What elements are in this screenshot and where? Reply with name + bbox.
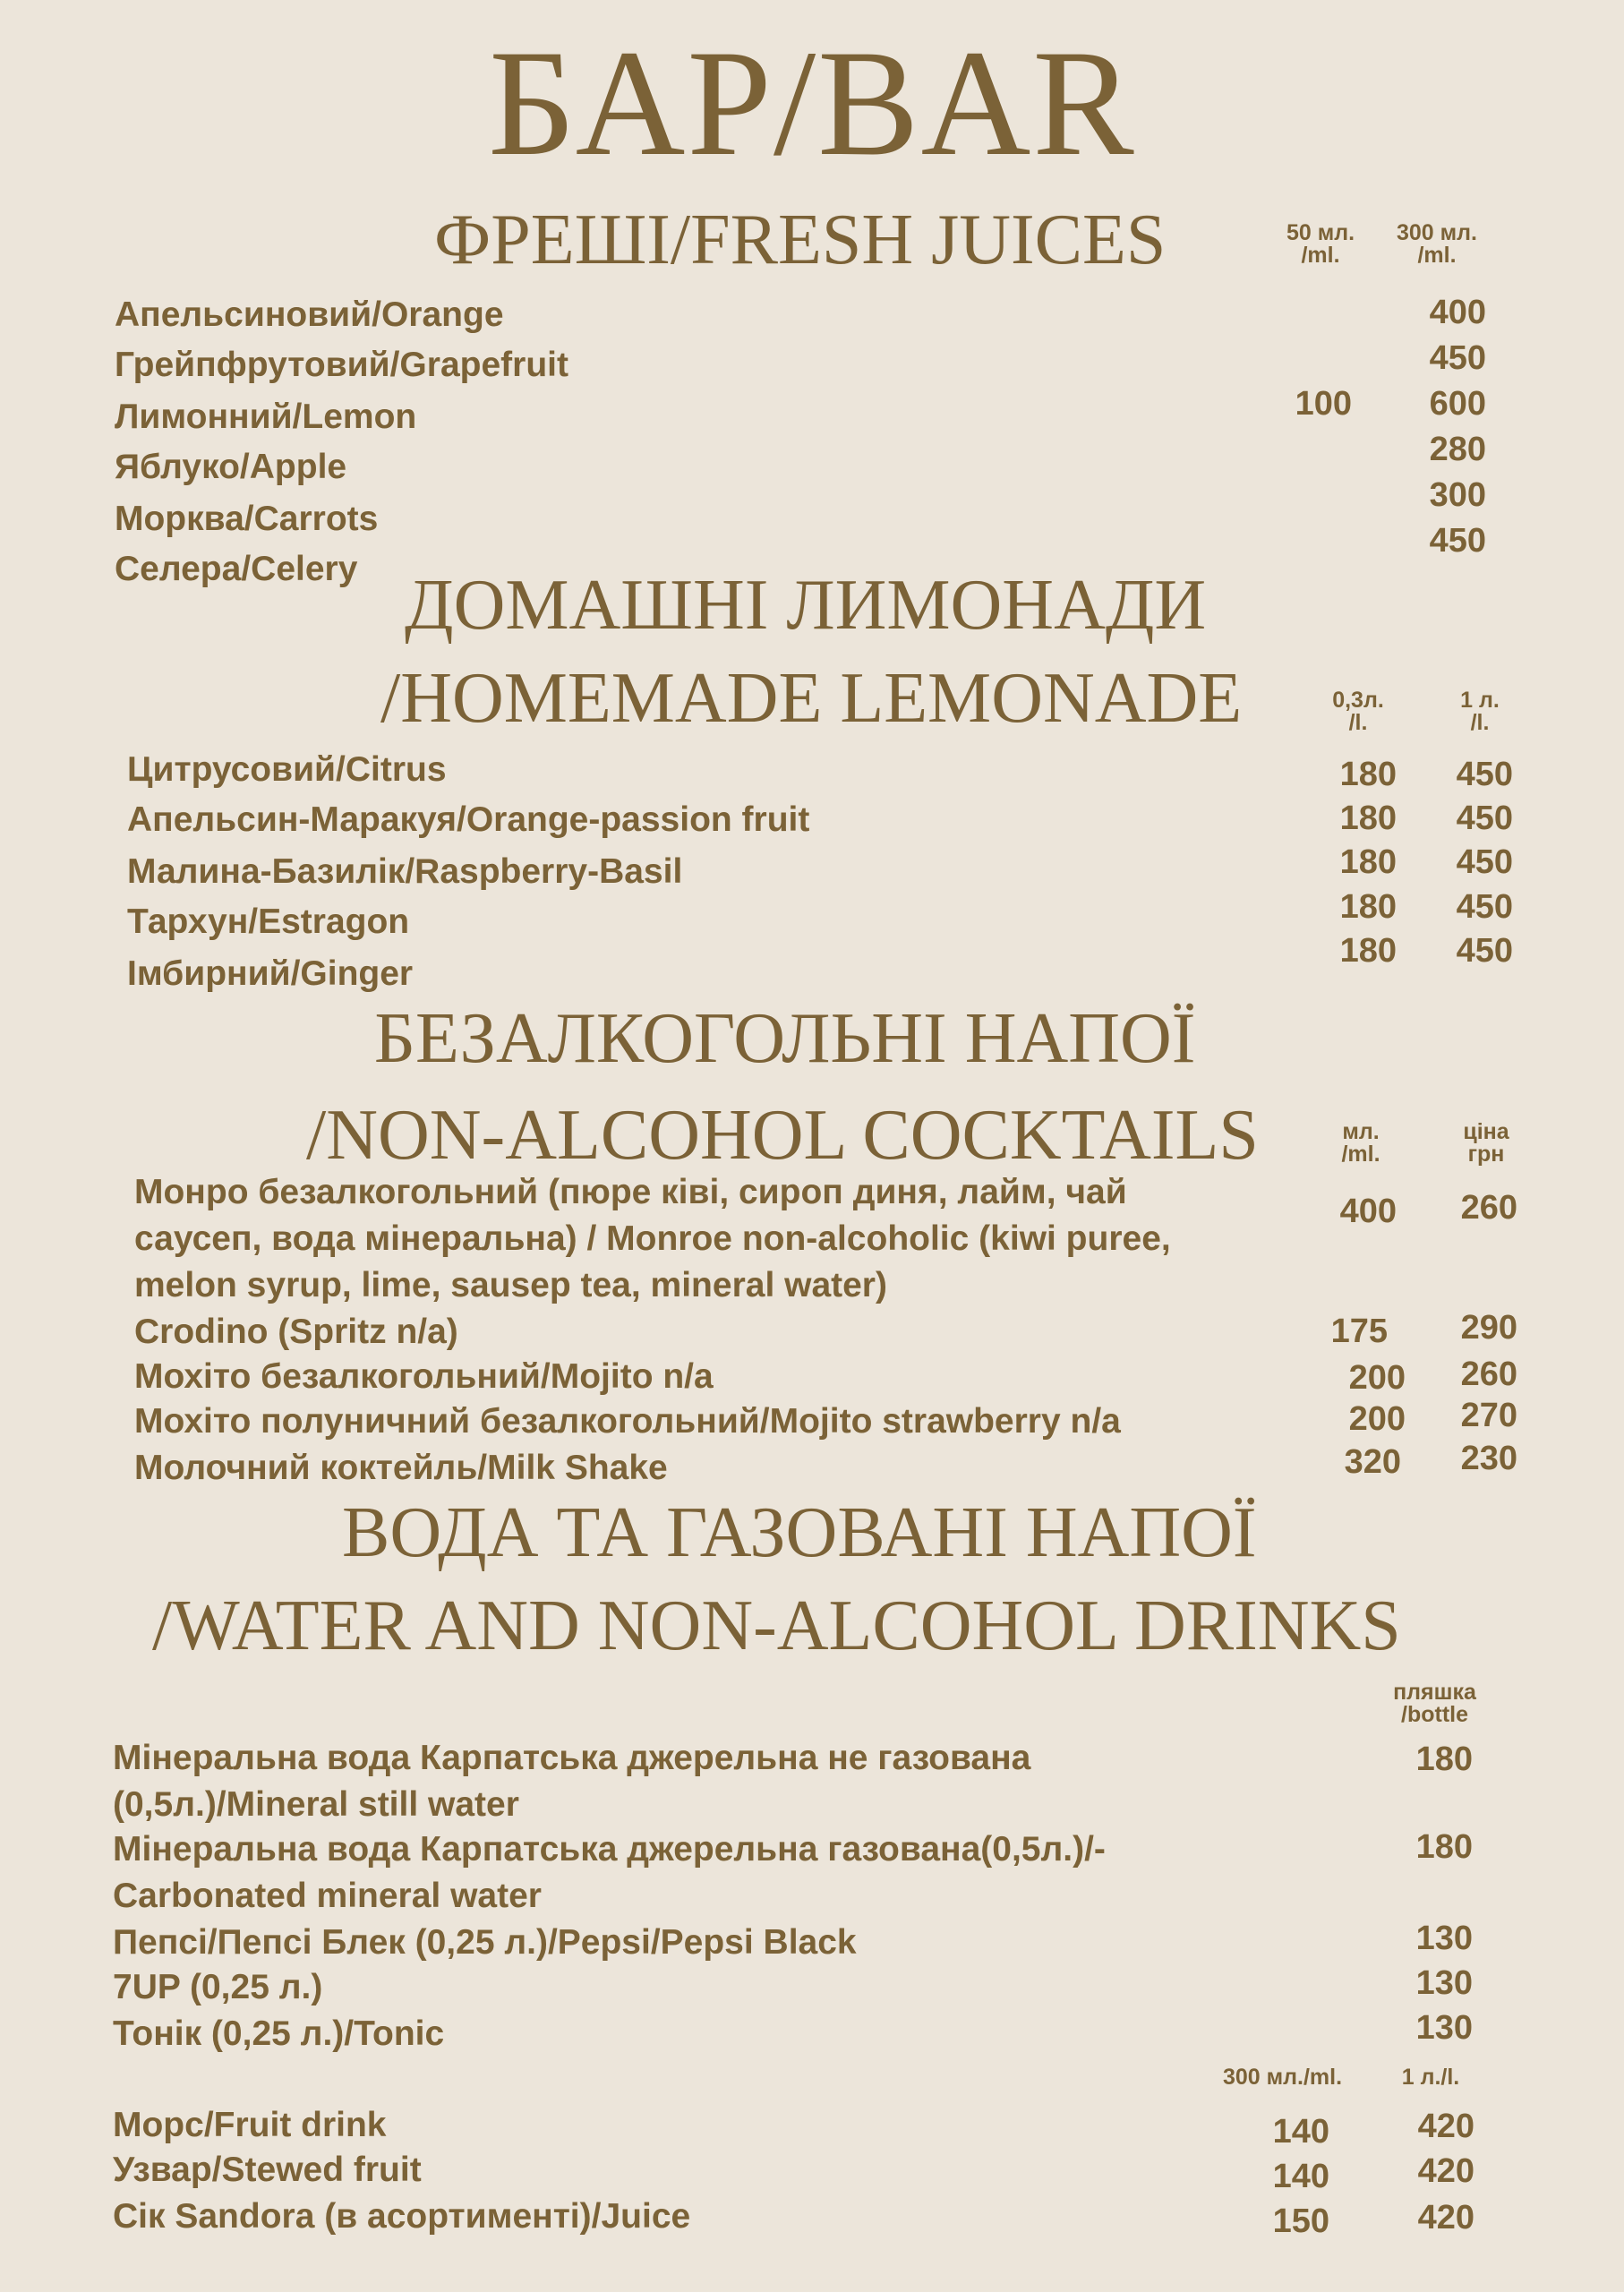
- price-value: 450: [1456, 843, 1513, 881]
- section-title-nonalc-ua: БЕЗАЛКОГОЛЬНІ НАПОЇ: [374, 999, 1196, 1078]
- list-item: Апельсиновий/Orange: [115, 295, 504, 334]
- price-value: 300: [1429, 476, 1486, 514]
- list-item: Пепсі/Пепсі Блек (0,25 л.)/Pepsi/Pepsi Black: [113, 1923, 857, 1962]
- price-value: 400: [1429, 294, 1486, 331]
- price-value: 180: [1339, 932, 1397, 970]
- list-item: Узвар/Stewed fruit: [113, 2151, 422, 2189]
- juice-col1-header: 300 мл./ml.: [1222, 2065, 1343, 2090]
- price-value: 140: [1272, 2158, 1329, 2195]
- list-item: Морква/Carrots: [115, 500, 379, 538]
- price-value: 320: [1344, 1443, 1401, 1481]
- fresh-col2-header: 300 мл. /ml.: [1397, 220, 1477, 268]
- section-title-lemonade-en: /HOMEMADE LEMONADE: [380, 659, 1243, 738]
- list-item: Імбирний/Ginger: [127, 954, 414, 993]
- list-item: Тонік (0,25 л.)/Tonic: [113, 2014, 445, 2053]
- list-item: 7UP (0,25 л.): [113, 1968, 323, 2006]
- price-value: 180: [1339, 888, 1397, 926]
- section-title-lemonade-ua: ДОМАШНІ ЛИМОНАДИ: [405, 566, 1207, 645]
- lemonade-col1-header: 0,3л. /l.: [1332, 688, 1384, 735]
- section-title-nonalc-en: /NON-ALCOHOL COCKTAILS: [306, 1096, 1259, 1175]
- price-value: 100: [1295, 385, 1352, 423]
- price-value: 260: [1460, 1189, 1517, 1227]
- water-bottle-header: пляшка /bottle: [1393, 1680, 1476, 1727]
- price-value: 150: [1272, 2202, 1329, 2240]
- list-item: Морс/Fruit drink: [113, 2106, 387, 2144]
- price-value: 180: [1339, 756, 1397, 793]
- fresh-col1-header: 50 мл. /ml.: [1286, 220, 1355, 268]
- price-value: 200: [1348, 1400, 1406, 1438]
- price-value: 200: [1348, 1359, 1406, 1397]
- price-value: 180: [1339, 800, 1397, 837]
- price-value: 600: [1429, 385, 1486, 423]
- list-item: Мінеральна вода Карпатська джерельна не газована: [113, 1739, 1031, 1777]
- price-value: 400: [1339, 1193, 1397, 1230]
- page-title: БАР/BAR: [488, 19, 1136, 187]
- price-value: 180: [1415, 1828, 1473, 1866]
- list-item: Мохіто полуничний безалкогольний/Mojito strawberry n/a: [134, 1402, 1121, 1441]
- section-title-water-en: /WATER AND NON-ALCOHOL DRINKS: [152, 1586, 1401, 1665]
- price-value: 450: [1429, 522, 1486, 560]
- lemonade-col2-header: 1 л. /l.: [1460, 688, 1500, 735]
- price-value: 180: [1339, 843, 1397, 881]
- list-item: Мохіто безалкогольний/Mojito n/a: [134, 1357, 714, 1396]
- list-item: (0,5л.)/Mineral still water: [113, 1785, 519, 1824]
- price-value: 270: [1460, 1397, 1517, 1434]
- price-value: 130: [1415, 1964, 1473, 2002]
- price-value: 280: [1429, 431, 1486, 468]
- juice-col2-header: 1 л./l.: [1401, 2065, 1460, 2090]
- price-value: 130: [1415, 2009, 1473, 2047]
- price-value: 420: [1417, 2108, 1474, 2145]
- list-item: Малина-Базилік/Raspberry-Basil: [127, 852, 683, 891]
- price-value: 420: [1417, 2199, 1474, 2236]
- price-value: 450: [1456, 756, 1513, 793]
- price-value: 420: [1417, 2152, 1474, 2190]
- price-value: 450: [1456, 800, 1513, 837]
- list-item: Молочний коктейль/Milk Shake: [134, 1449, 668, 1487]
- price-value: 230: [1460, 1440, 1517, 1477]
- list-item: саусеп, вода мінеральна) / Monroe non-alcoholic (kiwi puree,: [134, 1219, 1171, 1258]
- nonalc-col1-header: мл. /ml.: [1341, 1119, 1380, 1167]
- price-value: 140: [1272, 2113, 1329, 2151]
- price-value: 290: [1460, 1309, 1517, 1347]
- price-value: 450: [1456, 888, 1513, 926]
- list-item: Цитрусовий/Citrus: [127, 750, 447, 789]
- list-item: melon syrup, lime, sausep tea, mineral water): [134, 1266, 887, 1304]
- price-value: 130: [1415, 1920, 1473, 1957]
- list-item: Crodino (Spritz n/a): [134, 1313, 458, 1351]
- price-value: 450: [1429, 339, 1486, 377]
- list-item: Апельсин-Маракуя/Orange-passion fruit: [127, 800, 810, 839]
- list-item: Тархун/Estragon: [127, 902, 410, 941]
- list-item: Грейпфрутовий/Grapefruit: [115, 346, 568, 384]
- list-item: Лимонний/Lemon: [115, 398, 417, 436]
- list-item: Сік Sandora (в асортименті)/Juice: [113, 2197, 691, 2236]
- list-item: Монро безалкогольний (пюре ківі, сироп диня, лайм, чай: [134, 1173, 1127, 1211]
- price-value: 175: [1330, 1313, 1388, 1350]
- list-item: Мінеральна вода Карпатська джерельна газована(0,5л.)/-: [113, 1830, 1106, 1869]
- list-item: Carbonated mineral water: [113, 1877, 542, 1915]
- list-item: Селера/Celery: [115, 550, 358, 588]
- price-value: 450: [1456, 932, 1513, 970]
- section-title-fresh: ФРЕШІ/FRESH JUICES: [434, 201, 1167, 279]
- price-value: 180: [1415, 1740, 1473, 1778]
- price-value: 260: [1460, 1356, 1517, 1393]
- nonalc-col2-header: ціна грн: [1463, 1119, 1509, 1167]
- section-title-water-ua: ВОДА ТА ГАЗОВАНІ НАПОЇ: [342, 1493, 1257, 1572]
- list-item: Яблуко/Apple: [115, 448, 347, 486]
